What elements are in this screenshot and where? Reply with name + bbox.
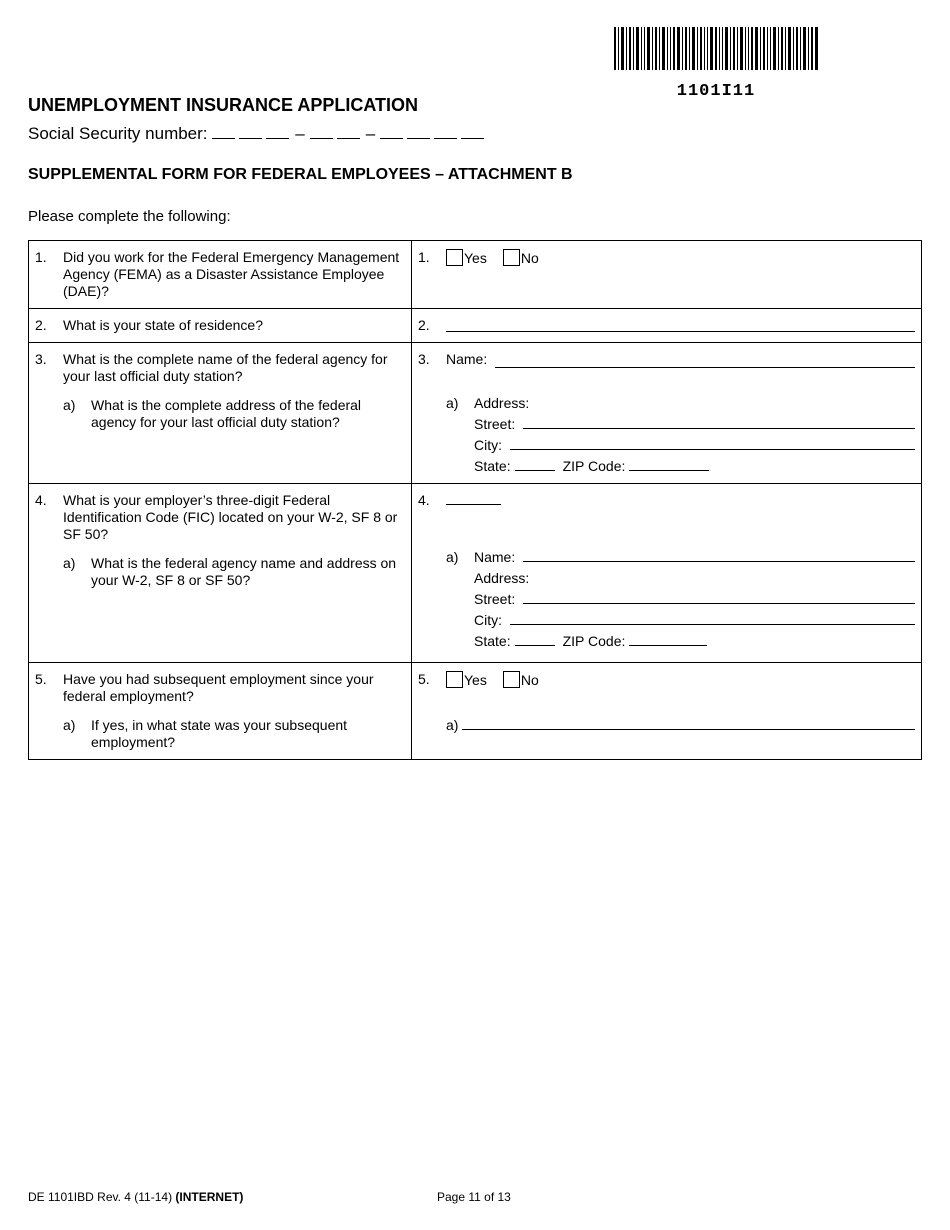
questions-table	[28, 240, 922, 760]
ssn-digit-8[interactable]	[434, 124, 457, 139]
answer-number: 2.	[418, 317, 430, 333]
question-cell	[29, 309, 412, 343]
question-cell	[29, 343, 412, 484]
city-label: City:	[474, 437, 502, 453]
answer-number: 1.	[418, 249, 430, 265]
form-title: UNEMPLOYMENT INSURANCE APPLICATION	[28, 95, 419, 115]
zip-label: ZIP Code:	[562, 458, 626, 474]
street-field[interactable]	[523, 427, 915, 429]
subquestion-label: a)	[63, 397, 76, 413]
q1-no-checkbox[interactable]	[503, 249, 520, 266]
ssn-digit-5[interactable]	[337, 124, 360, 139]
ssn-digit-4[interactable]	[310, 124, 333, 139]
ssn-label: Social Security number:	[28, 124, 208, 143]
page-number: Page 11 of 13	[437, 1190, 511, 1204]
ssn-digit-7[interactable]	[407, 124, 430, 139]
state-label: State:	[474, 633, 511, 649]
subquestion-text: What is the complete address of the federal agency for your last official duty station?	[91, 397, 362, 430]
question-row-3	[29, 343, 922, 484]
q5-no-checkbox[interactable]	[503, 671, 520, 688]
answer-cell	[412, 241, 922, 309]
answer-cell	[412, 484, 922, 663]
question-row-2	[29, 309, 922, 343]
street-field[interactable]	[523, 602, 915, 604]
street-label: Street:	[474, 591, 516, 607]
city-field[interactable]	[510, 448, 915, 450]
form-subtitle: SUPPLEMENTAL FORM FOR FEDERAL EMPLOYEES – ATTACHMENT B	[28, 166, 573, 183]
state-label: State:	[474, 458, 511, 474]
yes-label: Yes	[464, 672, 487, 688]
zip-field[interactable]	[629, 644, 707, 646]
form-id	[28, 1190, 243, 1204]
barcode	[614, 27, 818, 70]
state-of-residence-field[interactable]	[446, 330, 915, 332]
yes-label: Yes	[464, 250, 487, 266]
zip-field[interactable]	[629, 469, 709, 471]
answer-number: 4.	[418, 492, 430, 508]
ssn-digit-3[interactable]	[266, 124, 289, 139]
barcode-number: 1101I11	[676, 82, 756, 101]
form-revision: DE 1101IBD Rev. 4 (11-14)	[28, 1190, 173, 1204]
question-text: What is your state of residence?	[63, 317, 263, 333]
answer-number: 3.	[418, 351, 430, 367]
question-cell	[29, 484, 412, 663]
state-field[interactable]	[515, 644, 555, 646]
state-field[interactable]	[515, 469, 555, 471]
subquestion-label: a)	[63, 555, 76, 571]
no-label: No	[520, 250, 539, 266]
agency-name-field[interactable]	[495, 366, 915, 368]
question-number: 5.	[35, 671, 47, 687]
city-label: City:	[474, 612, 502, 628]
ssn-digit-9[interactable]	[461, 124, 484, 139]
address-label: Address:	[474, 395, 530, 411]
question-text: Did you work for the Federal Emergency Management Agency (FEMA) as a Disaster Assistance Employee (DAE)?	[63, 249, 400, 299]
street-label: Street:	[474, 416, 516, 432]
address-label: Address:	[474, 570, 530, 586]
question-number: 3.	[35, 351, 47, 367]
fic-code-field[interactable]	[446, 503, 501, 505]
question-text: Have you had subsequent employment since your federal employment?	[63, 671, 374, 704]
subquestion-label: a)	[446, 717, 459, 733]
answer-cell	[412, 309, 922, 343]
agency-name-field[interactable]	[523, 560, 915, 562]
zip-label: ZIP Code:	[562, 633, 626, 649]
ssn-digit-1[interactable]	[212, 124, 235, 139]
question-row-4	[29, 484, 922, 663]
answer-cell	[412, 663, 922, 760]
no-label: No	[520, 672, 539, 688]
subquestion-label: a)	[63, 717, 76, 733]
name-label: Name:	[474, 549, 516, 565]
subquestion-text: What is the federal agency name and address on your W-2, SF 8 or SF 50?	[91, 555, 397, 588]
answer-number: 5.	[418, 671, 430, 687]
subsequent-employment-state-field[interactable]	[462, 728, 915, 730]
question-row-5	[29, 663, 922, 760]
question-number: 1.	[35, 249, 47, 265]
ssn-digit-6[interactable]	[380, 124, 403, 139]
form-channel: (INTERNET)	[175, 1190, 244, 1204]
question-text: What is your employer’s three-digit Federal Identification Code (FIC) located on your W-2, SF 8 or SF 50?	[63, 492, 398, 542]
city-field[interactable]	[510, 623, 915, 625]
subquestion-label: a)	[446, 395, 459, 411]
question-cell	[29, 663, 412, 760]
answer-cell	[412, 343, 922, 484]
subquestion-text: If yes, in what state was your subsequent employment?	[91, 717, 348, 750]
ssn-row	[28, 124, 488, 144]
name-label: Name:	[446, 351, 488, 367]
question-text: What is the complete name of the federal agency for your last official duty station?	[63, 351, 388, 384]
question-cell	[29, 241, 412, 309]
subquestion-label: a)	[446, 549, 459, 565]
q1-yes-checkbox[interactable]	[446, 249, 463, 266]
ssn-separator: –	[365, 124, 376, 143]
question-number: 4.	[35, 492, 47, 508]
ssn-separator: –	[295, 124, 305, 143]
question-row-1	[29, 241, 922, 309]
instructions: Please complete the following:	[28, 208, 231, 225]
ssn-digit-2[interactable]	[239, 124, 262, 139]
q5-yes-checkbox[interactable]	[446, 671, 463, 688]
question-number: 2.	[35, 317, 47, 333]
